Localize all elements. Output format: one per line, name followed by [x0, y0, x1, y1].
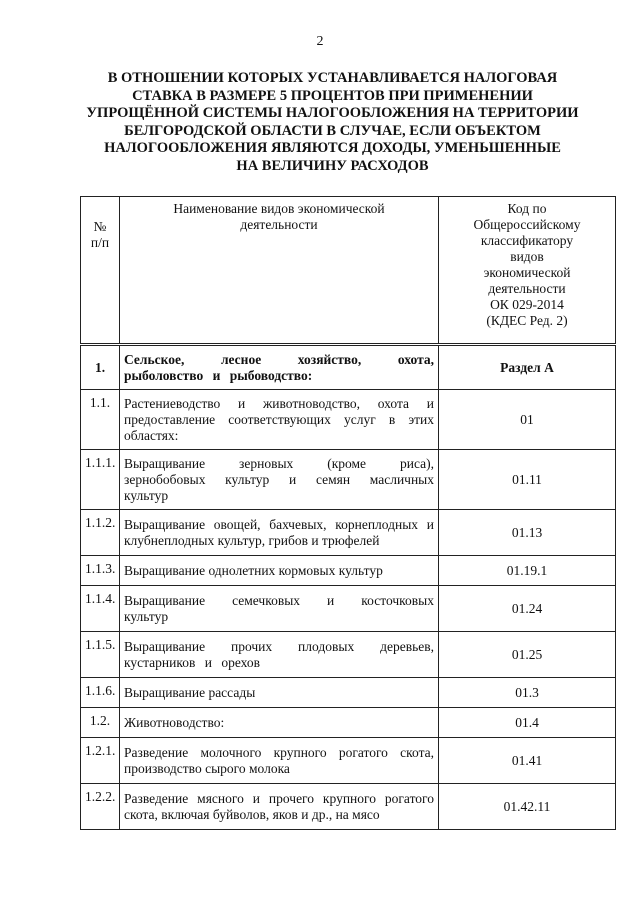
header-num-line: № [93, 219, 107, 234]
table-row [81, 738, 616, 784]
row-number: 1.1.2. [81, 510, 120, 556]
row-number: 1.2.1. [81, 738, 120, 784]
row-activity-name: Выращивание однолетних кормовых культур [120, 556, 439, 586]
row-code: 01.13 [439, 510, 616, 556]
row-activity-name: Сельское, лесное хозяйство, охота, рыболовство и рыбоводство: [120, 345, 439, 390]
row-number: 1.1.3. [81, 556, 120, 586]
heading-line: УПРОЩЁННОЙ СИСТЕМЫ НАЛОГООБЛОЖЕНИЯ НА ТЕРРИТОРИИ [86, 105, 579, 121]
table-row [81, 450, 616, 510]
header-name-line: деятельности [240, 217, 318, 232]
table-header-row [81, 197, 616, 345]
column-header-name [120, 197, 439, 345]
column-header-number [81, 197, 120, 345]
header-code-line: Код по [507, 201, 547, 216]
row-code: 01.41 [439, 738, 616, 784]
heading-line: НАЛОГООБЛОЖЕНИЯ ЯВЛЯЮТСЯ ДОХОДЫ, УМЕНЬШЕННЫЕ [104, 140, 561, 156]
table-row [81, 708, 616, 738]
heading-line: СТАВКА В РАЗМЕРЕ 5 ПРОЦЕНТОВ ПРИ ПРИМЕНЕНИИ [132, 87, 533, 104]
row-activity-name: Разведение молочного крупного рогатого скота, производство сырого молока [120, 738, 439, 784]
table-row [81, 678, 616, 708]
header-code-line: ОК 029-2014 [490, 297, 564, 312]
table-row [81, 510, 616, 556]
row-activity-name: Животноводство: [120, 708, 439, 738]
row-number: 1.1.6. [81, 678, 120, 708]
row-activity-name: Разведение мясного и прочего крупного рогатого скота, включая буйволов, яков и др., на мясо [120, 784, 439, 830]
row-code: 01.4 [439, 708, 616, 738]
row-activity-name: Растениеводство и животноводство, охота и предоставление соответствующих услуг в этих областях: [120, 390, 439, 450]
header-num-line: п/п [90, 235, 110, 250]
header-code-line: видов [510, 249, 544, 264]
table-row [81, 632, 616, 678]
row-code: 01.19.1 [439, 556, 616, 586]
row-code: 01.42.11 [439, 784, 616, 830]
row-number: 1. [81, 345, 120, 390]
header-code-line: деятельности [488, 281, 566, 296]
row-number: 1.1. [81, 390, 120, 450]
page-number: 2 [316, 34, 324, 49]
header-code-line: экономической [483, 265, 571, 280]
row-number: 1.2. [81, 708, 120, 738]
table-row [81, 390, 616, 450]
row-activity-name: Выращивание прочих плодовых деревьев, кустарников и орехов [120, 632, 439, 678]
row-code: 01.25 [439, 632, 616, 678]
column-header-code [439, 197, 616, 345]
row-code: 01.24 [439, 586, 616, 632]
row-code: 01.3 [439, 678, 616, 708]
row-number: 1.1.1. [81, 450, 120, 510]
heading-line: НА ВЕЛИЧИНУ РАСХОДОВ [236, 157, 429, 174]
activity-codes-table [80, 196, 616, 830]
row-code: Раздел А [439, 345, 616, 390]
row-activity-name: Выращивание зерновых (кроме риса), зернобобовых культур и семян масличных культур [120, 450, 439, 510]
table-row [81, 586, 616, 632]
row-code: 01.11 [439, 450, 616, 510]
heading-line: В ОТНОШЕНИИ КОТОРЫХ УСТАНАВЛИВАЕТСЯ НАЛОГОВАЯ [107, 70, 558, 86]
document-heading [70, 70, 595, 175]
row-activity-name: Выращивание семечковых и косточковых культур [120, 586, 439, 632]
row-number: 1.2.2. [81, 784, 120, 830]
row-number: 1.1.5. [81, 632, 120, 678]
row-number: 1.1.4. [81, 586, 120, 632]
table-row [81, 556, 616, 586]
header-name-line: Наименование видов экономической [173, 201, 385, 216]
row-activity-name: Выращивание рассады [120, 678, 439, 708]
row-code: 01 [439, 390, 616, 450]
header-code-line: Общероссийскому [473, 217, 581, 232]
table-row [81, 345, 616, 390]
table-row [81, 784, 616, 830]
row-activity-name: Выращивание овощей, бахчевых, корнеплодных и клубнеплодных культур, грибов и трюфелей [120, 510, 439, 556]
header-code-line: классификатору [480, 233, 574, 248]
heading-line: БЕЛГОРОДСКОЙ ОБЛАСТИ В СЛУЧАЕ, ЕСЛИ ОБЪЕКТОМ [124, 122, 541, 139]
header-code-line: (КДЕС Ред. 2) [486, 313, 568, 328]
